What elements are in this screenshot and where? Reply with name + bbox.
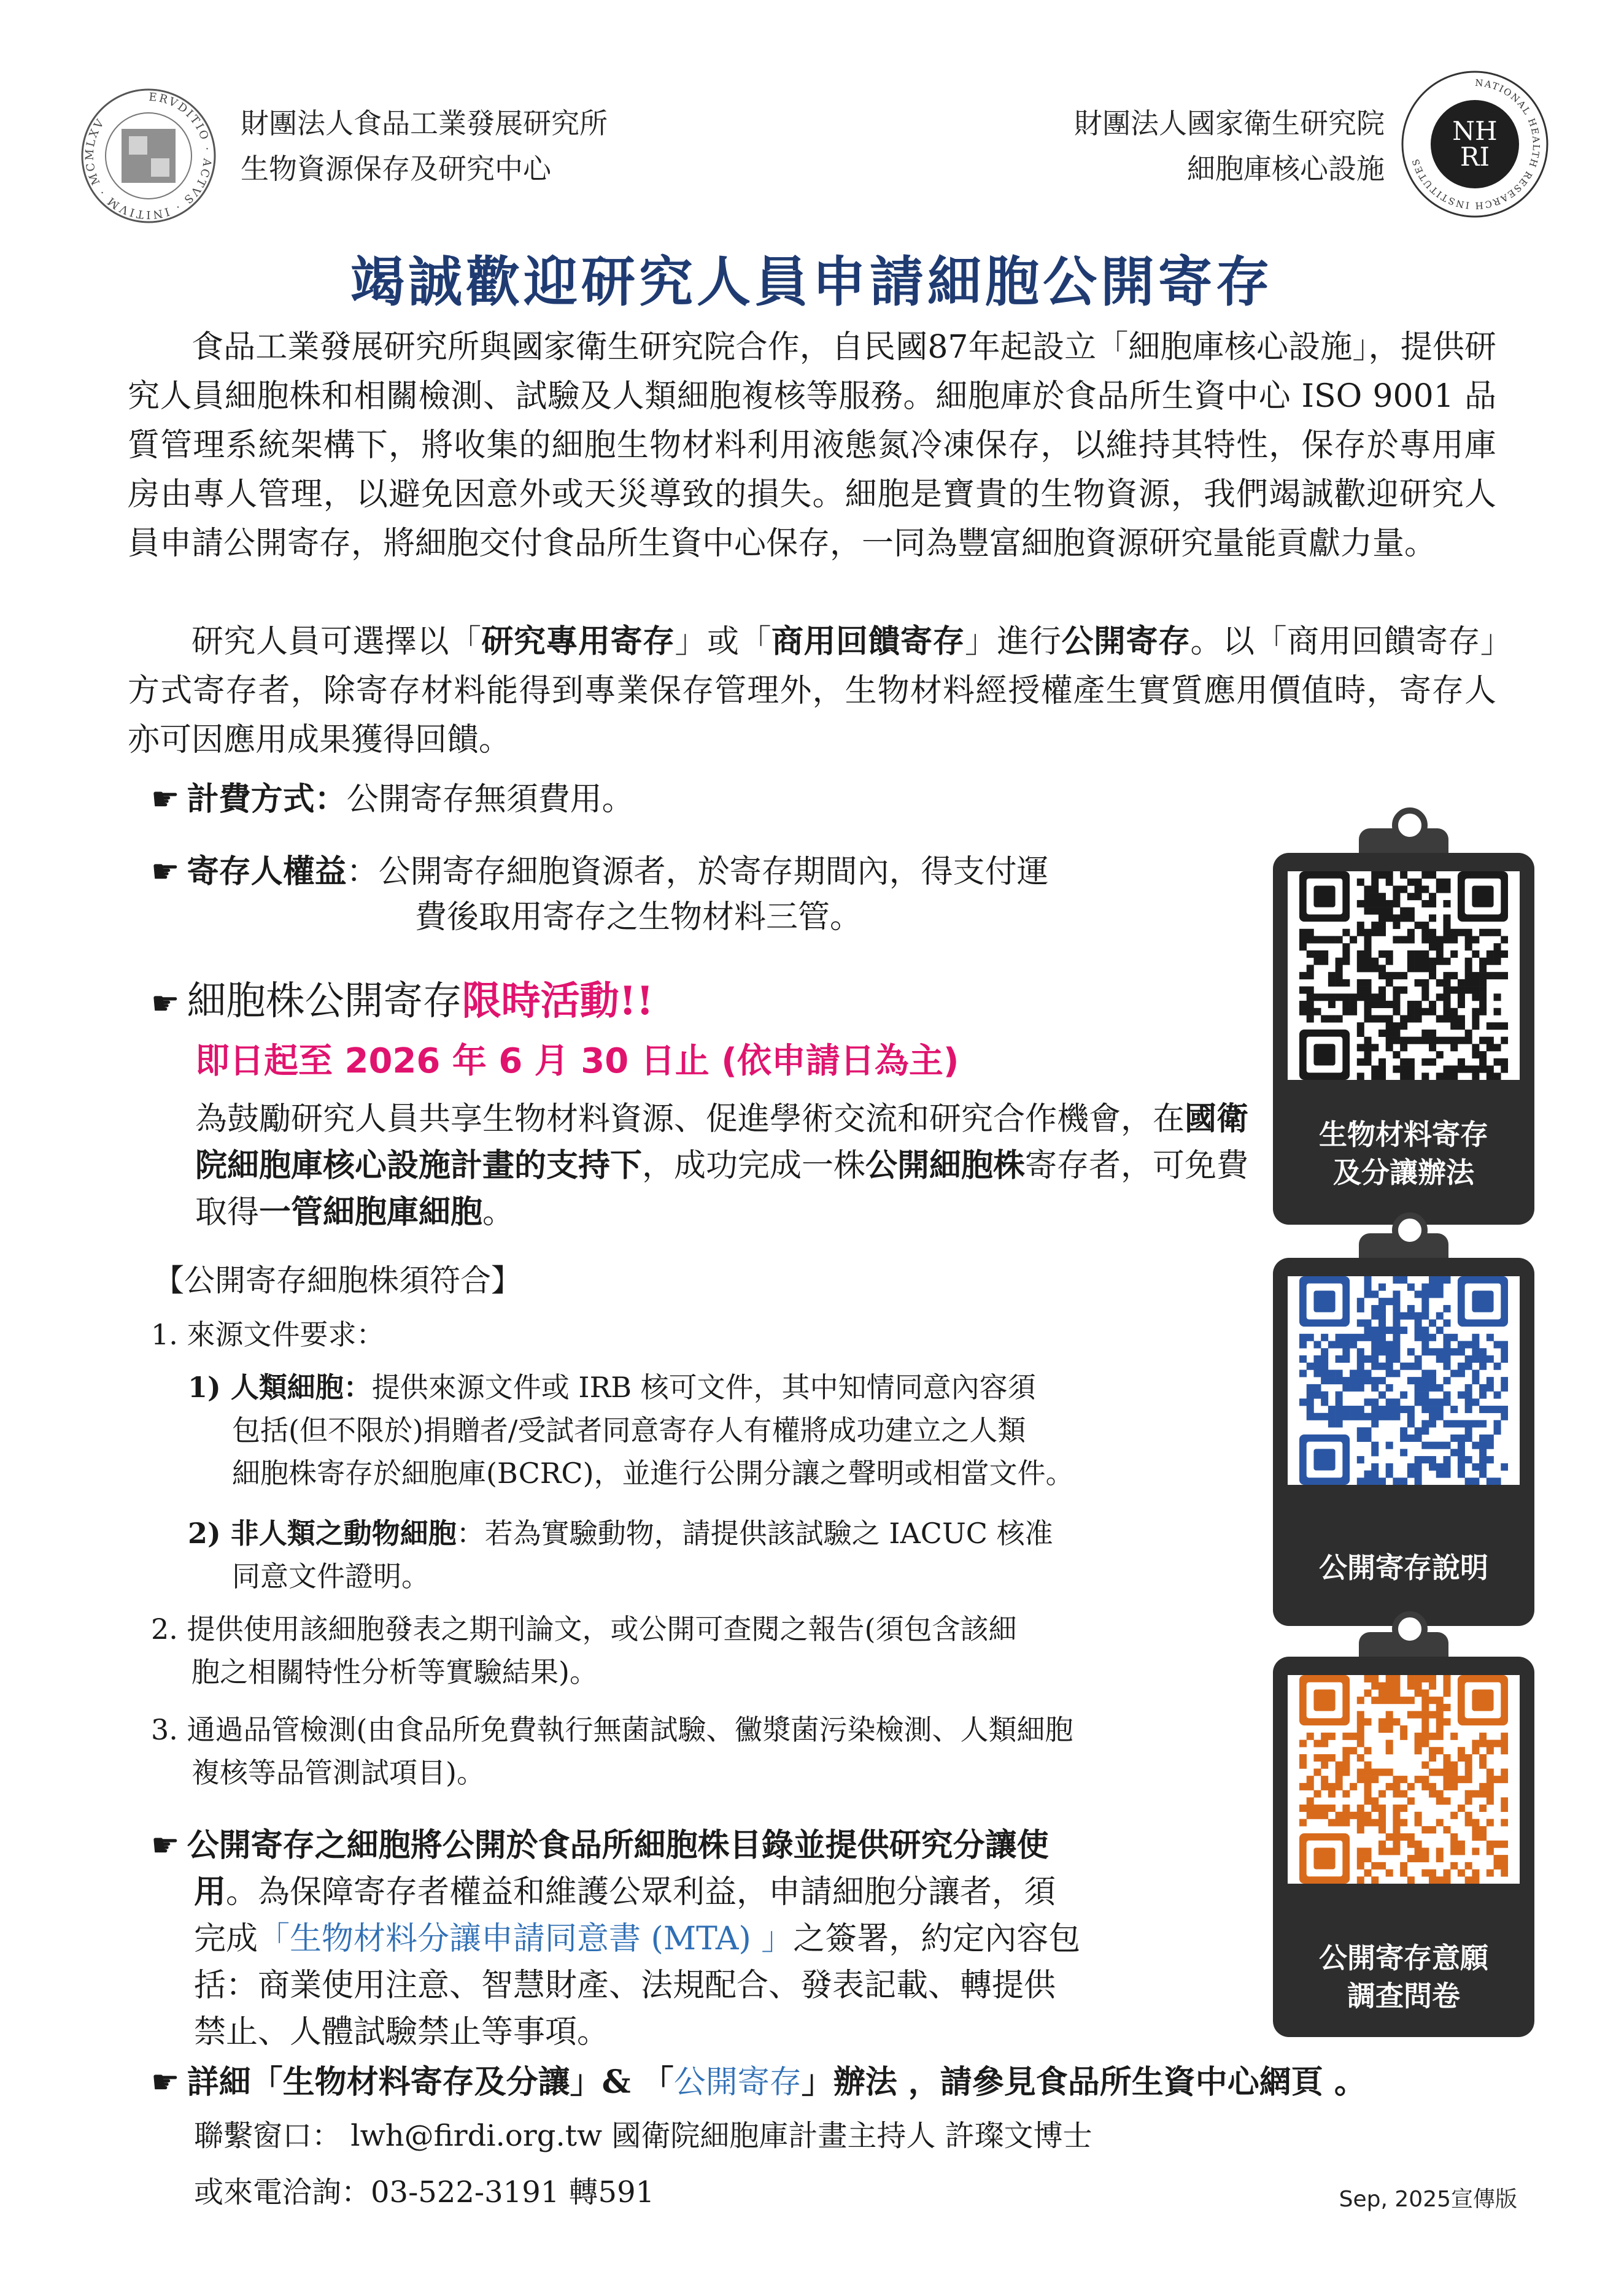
text-fragment: 複核等品管測試項目)。 — [191, 1756, 485, 1789]
clipboard-body — [1273, 853, 1534, 1225]
promo-date: 即日起至 2026 年 6 月 30 日止 (依申請日為主) — [195, 1041, 959, 1081]
mta-link[interactable]: 「生物材料分讓申請同意書 (MTA) 」 — [258, 1920, 794, 1957]
svg-text:NH: NH — [1452, 116, 1498, 146]
text-fragment: 寄存者，可免費取得 — [195, 1147, 1249, 1231]
text-fragment: ，成功完成一株 — [642, 1147, 866, 1184]
animal-cell-label: 2) 非人類之動物細胞 — [188, 1517, 457, 1550]
requirement-1a — [188, 1366, 1280, 1495]
version-label: Sep, 2025宣傳版 — [1339, 2187, 1517, 2212]
public-deposit-term: 公開寄存 — [1061, 623, 1191, 660]
text-fragment: 包括(但不限於)捐贈者/受試者同意寄存人有權將成功建立之人類 — [232, 1414, 1026, 1447]
text-fragment: 用 — [194, 1873, 226, 1911]
text-fragment: 」辦法 ，請參見食品所生資中心網頁 。 — [801, 2063, 1366, 2101]
qr-card-label — [1273, 1939, 1534, 2015]
pointing-hand-icon: ☛ — [151, 985, 180, 1022]
rights-line2: 費後取用寄存之生物材料三管。 — [415, 899, 862, 936]
pointing-hand-icon: ☛ — [151, 2064, 180, 2101]
text-fragment: 一管細胞庫細胞 — [259, 1193, 483, 1231]
contact-email-line: 聯繫窗口： lwh@firdi.org.tw 國衛院細胞庫計畫主持人 許璨文博士 — [194, 2119, 1092, 2153]
requirement-2 — [151, 1608, 1250, 1693]
firdi-logo — [79, 86, 218, 226]
qr-label-line: 公開寄存說明 — [1319, 1551, 1488, 1584]
text-fragment: 」進行 — [964, 623, 1062, 660]
text-fragment: 2. 提供使用該細胞發表之期刊論文，或公開可查閱之報告(須包含該細 — [151, 1612, 1017, 1646]
left-organization — [241, 101, 608, 191]
text-fragment: 之簽署，約定內容包 — [793, 1920, 1081, 1957]
page-title: 竭誠歡迎研究人員申請細胞公開寄存 — [350, 250, 1274, 314]
fee-label: 計費方式： — [187, 780, 347, 818]
deposit-options-paragraph — [128, 617, 1496, 765]
requirement-1: 1. 來源文件要求： — [151, 1318, 385, 1351]
left-org-name: 財團法人食品工業發展研究所 — [241, 107, 608, 140]
nhri-logo — [1398, 67, 1552, 221]
qr-label-line: 及分讓辦法 — [1333, 1156, 1474, 1189]
human-cell-label: 1) 人類細胞： — [188, 1371, 372, 1404]
fee-bullet — [151, 777, 634, 822]
text-fragment: 細胞株寄存於細胞庫(BCRC)，並進行公開分讓之聲明或相當文件。 — [232, 1457, 1074, 1490]
text-fragment: 。以「商用回饋寄存」方式寄存者，除寄存材料能得到專業保存管理外，生物材料經授權產生實質應用價值時，寄存人亦可因應用成果獲得回饋。 — [128, 623, 1496, 758]
qr-card-label — [1273, 1115, 1534, 1192]
text-fragment: 。 — [482, 1194, 515, 1231]
text-fragment: 同意文件證明。 — [232, 1560, 430, 1593]
text-fragment: 3. 通過品管檢測(由食品所免費執行無菌試驗、黴漿菌污染檢測、人類細胞 — [151, 1713, 1073, 1746]
text-fragment: 括：商業使用注意、智慧財產、法規配合、發表記載、轉提供 — [194, 1967, 1056, 2004]
promo-title: 細胞株公開寄存 — [187, 979, 462, 1024]
pointing-hand-icon: ☛ — [151, 781, 180, 818]
qr-code-icon[interactable] — [1288, 1675, 1520, 1884]
clipboard-body — [1273, 1657, 1534, 2037]
text-fragment: 詳細「生物材料寄存及分讓」& 「 — [187, 2063, 674, 2101]
pointing-hand-icon: ☛ — [151, 853, 180, 890]
rights-line1: ：公開寄存細胞資源者，於寄存期間內，得支付運 — [346, 853, 1049, 890]
intro-paragraph: 食品工業發展研究所與國家衛生研究院合作，自民國87年起設立「細胞庫核心設施」，提供研究人員細胞株和相關檢測、試驗及人類細胞複核等服務。細胞庫於食品所生資中心 ISO 9001 品質管理系統架構下，將收集的細胞生物材料利用液態氮冷凍保存，以維持其特性，保存於專用庫房由專人管理，以避免因意外或天災導致的損失。細胞是寶貴的生物資源，我們竭誠歡迎研究人員申請公開寄存，將細胞交付食品所生資中心保存，一同為豐富細胞資源研究量能貢獻力量。 — [128, 329, 1496, 562]
rights-label: 寄存人權益 — [187, 853, 347, 890]
qr-label-line: 生物材料寄存 — [1319, 1118, 1488, 1151]
right-organization — [1074, 101, 1385, 191]
rights-bullet — [151, 849, 1256, 940]
research-deposit-term: 研究專用寄存 — [481, 623, 675, 660]
svg-text:ERVDITIO · ACTVS · INITIVM · M: ERVDITIO · ACTVS · INITIVM · MCMLXV — [83, 90, 214, 222]
svg-text:NATIONAL HEALTH RESEARCH INSTI: NATIONAL HEALTH RESEARCH INSTITUTES — [1409, 77, 1542, 212]
commercial-deposit-term: 商用回饋寄存 — [771, 623, 965, 660]
clipboard-body — [1273, 1258, 1534, 1626]
qr-label-line: 調查問卷 — [1347, 1979, 1460, 2013]
right-org-facility: 細胞庫核心設施 — [1187, 152, 1385, 185]
text-fragment: ：若為實驗動物，請提供該試驗之 IACUC 核准 — [456, 1517, 1053, 1550]
text-fragment: 研究人員可選擇以「 — [191, 623, 482, 660]
promo-limited-tag: 限時活動!! — [462, 978, 654, 1024]
text-fragment: 胞之相關特性分析等實驗結果)。 — [191, 1655, 598, 1689]
text-fragment: 公開細胞株 — [865, 1147, 1026, 1184]
requirements-title: 【公開寄存細胞株須符合】 — [153, 1263, 522, 1298]
text-fragment: 提供來源文件或 IRB 核可文件，其中知情同意內容須 — [371, 1371, 1036, 1404]
requirement-1b — [188, 1512, 1268, 1598]
text-fragment: 。為保障寄存者權益和維護公眾利益，申請細胞分讓者，須 — [226, 1874, 1056, 1911]
right-org-name: 財團法人國家衛生研究院 — [1074, 107, 1385, 140]
promo-heading — [151, 976, 654, 1030]
text-fragment: 」或「 — [675, 623, 771, 660]
details-bullet — [151, 2059, 1366, 2106]
promo-body — [195, 1096, 1251, 1236]
text-fragment: 國衛院細胞庫核心設施計畫的支持下 — [195, 1100, 1249, 1184]
distribution-bullet — [151, 1822, 1243, 2055]
left-org-center: 生物資源保存及研究中心 — [241, 152, 551, 185]
qr-label-line: 公開寄存意願 — [1319, 1941, 1488, 1974]
text-fragment: 為鼓勵研究人員共享生物材料資源、促進學術交流和研究合作機會，在 — [195, 1101, 1185, 1138]
contact-phone-line: 或來電洽詢：03-522-3191 轉591 — [194, 2175, 655, 2209]
pointing-hand-icon: ☛ — [151, 1827, 180, 1864]
qr-code-icon[interactable] — [1288, 1276, 1520, 1485]
qr-code-icon[interactable] — [1288, 871, 1520, 1080]
qr-card-label — [1273, 1549, 1534, 1587]
requirement-3 — [151, 1708, 1286, 1794]
text-fragment: 禁止、人體試驗禁止等事項。 — [194, 2014, 609, 2051]
fee-value: 公開寄存無須費用。 — [346, 781, 634, 818]
svg-text:RI: RI — [1460, 142, 1490, 172]
public-deposit-link[interactable]: 公開寄存 — [673, 2064, 802, 2101]
text-fragment: 公開寄存之細胞將公開於食品所細胞株目錄並提供研究分讓使 — [187, 1827, 1049, 1864]
text-fragment: 完成 — [194, 1920, 258, 1957]
